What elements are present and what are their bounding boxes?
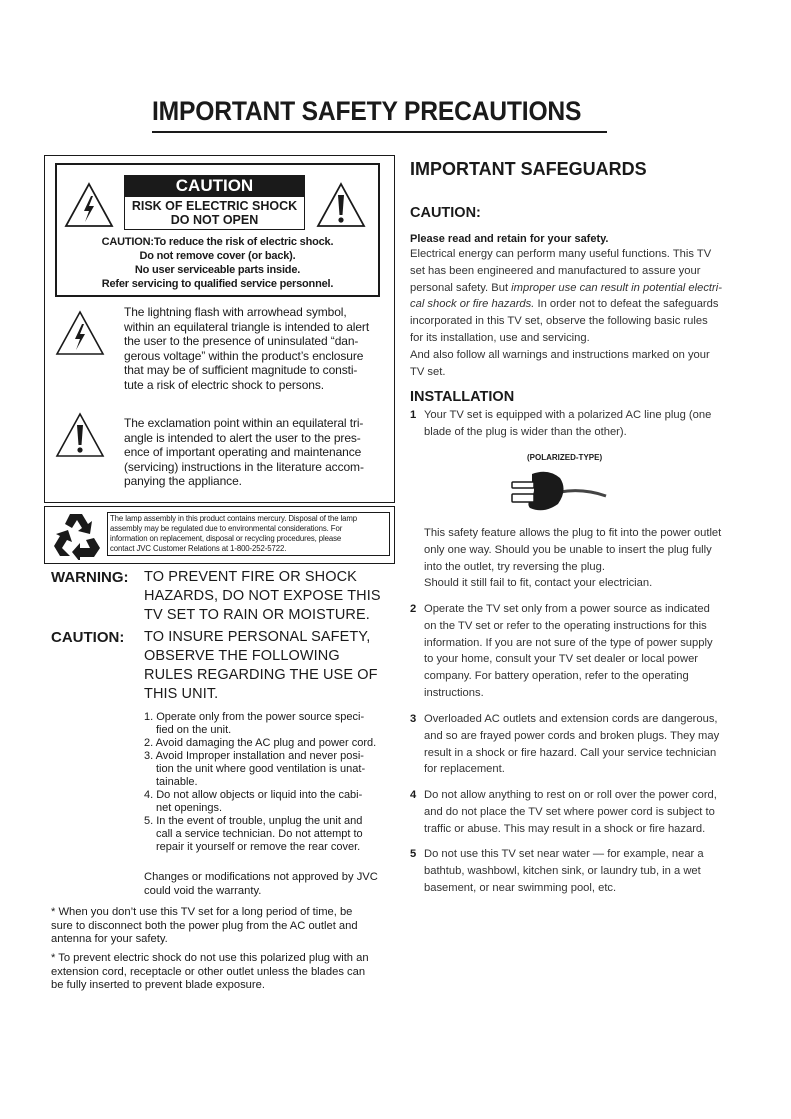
safeguards-intro — [410, 246, 745, 380]
disconnect-footnote — [51, 906, 395, 947]
text-line: Changes or modifications not approved by JVC — [144, 871, 378, 883]
recycle-icon — [50, 510, 102, 560]
text-line: cal shock or fire hazards. In order not to defeat the safeguards — [410, 298, 719, 311]
text-line: * To prevent electric shock do not use this polarized plug with an — [51, 952, 369, 964]
list-item — [410, 787, 750, 837]
text-line: company. For battery operation, refer to the operating — [424, 670, 689, 683]
item-number: 2 — [410, 603, 417, 615]
page-title: IMPORTANT SAFETY PRECAUTIONS — [152, 96, 582, 126]
text-line: only one way. Should you be unable to insert the plug fully — [424, 543, 712, 556]
caution-line: CAUTION:To reduce the risk of electric shock. — [101, 236, 334, 248]
text-line: The lamp assembly in this product contains mercury. Disposal of the lamp — [110, 514, 358, 523]
risk-line-1: RISK OF ELECTRIC SHOCK — [131, 199, 298, 213]
text-line: to your home, consult your TV set dealer or local power — [424, 653, 699, 666]
text-line: incorporated in this TV set, observe the following basic rules — [410, 315, 708, 328]
text-line: Electrical energy can perform many useful functions. This TV — [410, 248, 712, 260]
item-number: 4 — [410, 789, 417, 801]
caution-label: CAUTION: — [51, 629, 125, 646]
text-line: HAZARDS, DO NOT EXPOSE THIS — [144, 588, 381, 604]
list-item — [410, 407, 750, 441]
text-line: for replacement. — [424, 763, 505, 776]
caution-line: Do not remove cover (or back). — [139, 250, 296, 262]
text-line: basement, or near swimming pool, etc. — [424, 881, 617, 894]
lamp-disposal-notice — [107, 512, 390, 556]
polarized-plug-footnote — [51, 952, 395, 993]
text-line: set has been engineered and manufactured to assure your — [410, 264, 701, 277]
caution-line: Refer servicing to qualified service personnel. — [101, 278, 334, 290]
text-line: extension cord, receptacle or other outlet unless the blades can — [51, 965, 366, 978]
text-line: within an equilateral triangle is intended to alert — [124, 319, 370, 334]
warning-text — [144, 568, 394, 625]
text-line: Do not use this TV set near water — for example, near a — [424, 848, 704, 860]
text-line: information. If you are not sure of the type of power supply — [424, 636, 713, 649]
text-line: THIS UNIT. — [144, 686, 219, 702]
text-line: Do not allow anything to rest on or roll over the power cord, — [424, 789, 717, 801]
text-line: be fully inserted to prevent blade exposure. — [51, 979, 265, 991]
text-line: Operate the TV set only from a power source as indicated — [424, 603, 710, 615]
list-item: 3. Avoid Improper installation and never posi- tion the unit where good ventilation is unat- tainable. — [144, 750, 366, 788]
text-line: the user to the presence of uninsulated “dan- — [124, 334, 359, 349]
text-line: TV set. — [410, 365, 446, 378]
text-line: into the outlet, try reversing the plug. — [424, 560, 605, 573]
text-line: Should it still fail to fit, contact your electrician. — [424, 577, 653, 590]
text-line: TV SET TO RAIN OR MOISTURE. — [144, 607, 370, 623]
caution-line: No user serviceable parts inside. — [134, 264, 301, 276]
exclamation-triangle-icon — [55, 412, 105, 458]
text-line: information on replacement, disposal or recycling procedures, please — [110, 534, 342, 543]
list-item: 5. In the event of trouble, unplug the unit and call a service technician. Do not attempt to repair it yourself or remove the rear cover. — [144, 815, 363, 853]
text-line: panying the appliance. — [124, 474, 242, 489]
item-number: 1 — [410, 409, 417, 421]
lightning-triangle-icon — [55, 310, 105, 356]
exclamation-symbol-explanation — [124, 416, 389, 489]
caution-text — [144, 628, 394, 704]
list-item — [410, 711, 750, 778]
text-line: for its installation, use and servicing. — [410, 331, 590, 344]
item-number: 3 — [410, 713, 417, 725]
warning-label: WARNING: — [51, 569, 129, 586]
list-item: 4. Do not allow objects or liquid into the cabi- net openings. — [144, 789, 363, 814]
polarized-plug-icon — [508, 466, 608, 514]
text-line: * When you don’t use this TV set for a long period of time, be — [51, 906, 353, 918]
text-line: on the TV set or refer to the operating instructions for this — [424, 619, 707, 632]
text-line: tute a risk of electric shock to persons. — [124, 377, 324, 392]
text-line: And also follow all warnings and instructions marked on your — [410, 348, 710, 361]
text-line: angle is intended to alert the user to the pres- — [124, 430, 361, 445]
text-line: The exclamation point within an equilateral tri- — [124, 416, 364, 430]
text-line: and do not place the TV set where power cord is subject to — [424, 805, 715, 818]
safeguards-heading: IMPORTANT SAFEGUARDS — [410, 159, 647, 179]
risk-line-2: DO NOT OPEN — [170, 213, 259, 227]
item-number: 5 — [410, 848, 417, 860]
text-line: RULES REGARDING THE USE OF — [144, 667, 378, 683]
text-line: traffic or abuse. This may result in a shock or fire hazard. — [424, 822, 706, 835]
text-line: Overloaded AC outlets and extension cords are dangerous, — [424, 713, 718, 725]
lightning-symbol-explanation — [124, 305, 389, 393]
list-item — [410, 601, 750, 702]
text-line: gerous voltage” within the product’s enclosure — [124, 348, 364, 363]
text-line: antenna for your safety. — [51, 933, 168, 945]
text-line: personal safety. But improper use can result in potential electri- — [410, 281, 722, 294]
text-line: contact JVC Customer Relations at 1-800-252-5722. — [110, 544, 287, 553]
installation-heading: INSTALLATION — [410, 389, 515, 405]
caution-banner: CAUTION — [124, 175, 305, 196]
plug-safety-feature — [424, 525, 754, 592]
text-line: bathtub, washbowl, kitchen sink, or laundry tub, in a wet — [424, 864, 701, 877]
title-underline — [152, 131, 607, 133]
text-line: sure to disconnect both the power plug from the AC outlet and — [51, 919, 358, 932]
text-line: instructions. — [424, 686, 484, 699]
text-line: and so are frayed power cords and broken plugs. They may — [424, 729, 720, 742]
lightning-triangle-icon — [64, 182, 114, 228]
text-line: OBSERVE THE FOLLOWING — [144, 648, 340, 664]
text-line: The lightning flash with arrowhead symbol, — [124, 305, 347, 319]
list-item: 1. Operate only from the power source speci- fied on the unit. — [144, 711, 365, 736]
text-line: (servicing) instructions in the literature accom- — [124, 459, 364, 474]
list-item: 2. Avoid damaging the AC plug and power cord. — [144, 737, 377, 749]
text-line: Your TV set is equipped with a polarized AC line plug (one — [424, 409, 712, 421]
text-line: result in a shock or fire hazard. Call your service technician — [424, 746, 717, 759]
caution-heading: CAUTION: — [410, 205, 481, 221]
text-line: TO PREVENT FIRE OR SHOCK — [144, 569, 357, 585]
text-line: blade of the plug is wider than the other). — [424, 425, 627, 438]
warranty-note — [144, 871, 394, 898]
read-retain-note: Please read and retain for your safety. — [410, 233, 609, 245]
text-line: could void the warranty. — [144, 884, 262, 897]
text-line: This safety feature allows the plug to fit into the power outlet — [424, 527, 722, 539]
usage-rules-list — [144, 711, 394, 854]
list-item — [410, 846, 750, 896]
text-line: ence of important operating and maintenance — [124, 445, 362, 460]
text-line: that may be of sufficient magnitude to consti- — [124, 363, 358, 378]
risk-of-shock-box — [124, 196, 305, 230]
plug-caption: (POLARIZED-TYPE) — [527, 453, 603, 462]
text-line: TO INSURE PERSONAL SAFETY, — [144, 629, 371, 645]
text-line: assembly may be regulated due to environmental considerations. For — [110, 524, 343, 533]
caution-instructions — [58, 235, 377, 291]
exclamation-triangle-icon — [316, 182, 366, 228]
